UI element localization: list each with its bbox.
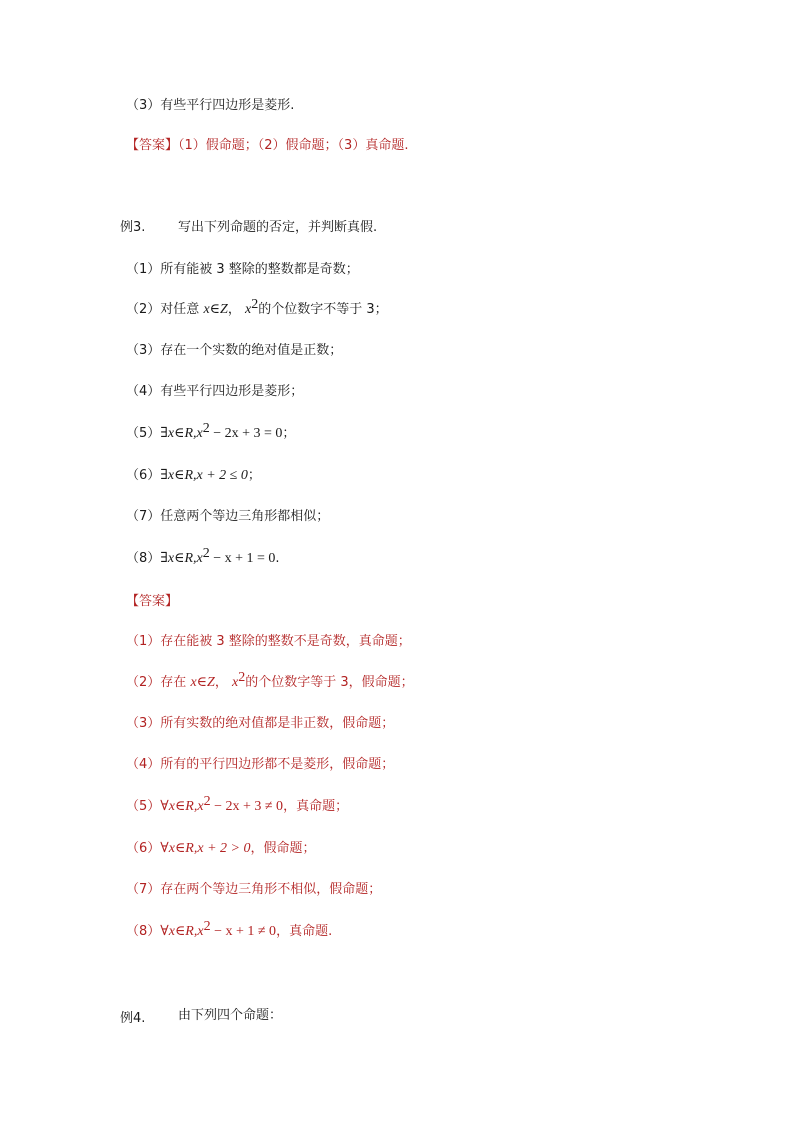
math-expr: x∈Z: [203, 302, 228, 317]
example4-prompt: 由下列四个命题：: [178, 1008, 283, 1023]
ex3-answer-2: [126, 670, 414, 691]
prev-item-3: （3）有些平行四边形是菱形.: [126, 98, 295, 113]
superscript: 2: [203, 794, 211, 809]
item-text: 的个位数字不等于 3；: [258, 302, 388, 317]
punct: ，: [227, 302, 241, 317]
math-expr: ∃x∈R,x: [160, 426, 203, 441]
answer-tag: 【答案】: [126, 138, 179, 153]
punct: ，假命题；: [250, 841, 316, 856]
ex3-answer-6: [126, 841, 315, 857]
ex3-answer-5: [126, 794, 349, 815]
punct: ；: [282, 426, 296, 441]
superscript: 2: [238, 670, 246, 685]
item-number: （2）: [126, 675, 161, 690]
item-number: （8）: [126, 551, 161, 566]
item-text: 对任意: [160, 302, 200, 317]
math-expr: ∀x∈R,x: [160, 924, 204, 939]
math-expr: − 2x + 3 = 0: [209, 426, 283, 441]
ex3-item-3: （3）存在一个实数的绝对值是正数；: [126, 343, 343, 358]
math-expr: ∀x∈R,x: [160, 799, 204, 814]
ex3-item-8: [126, 546, 280, 567]
punct: ，真命题；: [283, 799, 349, 814]
ex3-item-2: [126, 297, 388, 318]
superscript: 2: [202, 546, 210, 561]
ex3-answer-3: （3）所有实数的绝对值都是非正数，假命题；: [126, 716, 395, 731]
item-number: （6）: [126, 468, 161, 483]
math-expr: x: [244, 302, 252, 317]
ex3-item-7: （7）任意两个等边三角形都相似；: [126, 509, 330, 524]
math-expr: ∃x∈R,x: [160, 551, 203, 566]
punct: ，真命题.: [276, 924, 333, 939]
superscript: 2: [203, 919, 211, 934]
ex3-answer-4: （4）所有的平行四边形都不是菱形，假命题；: [126, 757, 395, 772]
ex3-item-6: [126, 468, 261, 484]
math-expr: ∃x∈R,x + 2 ≤ 0: [160, 468, 248, 483]
example4-label: 例4.: [120, 1011, 146, 1026]
item-text: 的个位数字等于 3，假命题；: [245, 675, 414, 690]
answer-text: （1）假命题；（2）假命题；（3）真命题.: [178, 138, 409, 153]
prev-answer: [126, 138, 408, 154]
punct: ；: [247, 468, 261, 483]
item-number: （6）: [126, 841, 161, 856]
math-expr: − x + 1 ≠ 0: [210, 924, 277, 939]
ex3-item-4: （4）有些平行四边形是菱形；: [126, 384, 304, 399]
superscript: 2: [202, 421, 210, 436]
item-number: （8）: [126, 924, 161, 939]
ex3-answer-7: （7）存在两个等边三角形不相似，假命题；: [126, 882, 382, 897]
punct: .: [275, 551, 280, 566]
math-expr: x: [231, 675, 239, 690]
item-number: （2）: [126, 302, 161, 317]
math-expr: − x + 1 = 0: [209, 551, 276, 566]
item-number: （5）: [126, 426, 161, 441]
ex3-answer-8: [126, 919, 333, 940]
ex3-item-1: （1）所有能被 3 整除的整数都是奇数；: [126, 262, 359, 277]
ex3-item-5: [126, 421, 296, 442]
math-expr: ∀x∈R,x + 2 > 0: [160, 841, 251, 856]
item-number: （5）: [126, 799, 161, 814]
punct: ，: [214, 675, 228, 690]
math-expr: − 2x + 3 ≠ 0: [210, 799, 284, 814]
superscript: 2: [251, 297, 259, 312]
ex3-answer-1: （1）存在能被 3 整除的整数不是奇数，真命题；: [126, 634, 411, 649]
math-expr: x∈Z: [190, 675, 215, 690]
example3-label: 例3.: [120, 220, 146, 235]
ex3-answer-tag: 【答案】: [126, 594, 179, 609]
example3-prompt: 写出下列命题的否定，并判断真假.: [178, 220, 378, 235]
item-text: 存在: [160, 675, 187, 690]
